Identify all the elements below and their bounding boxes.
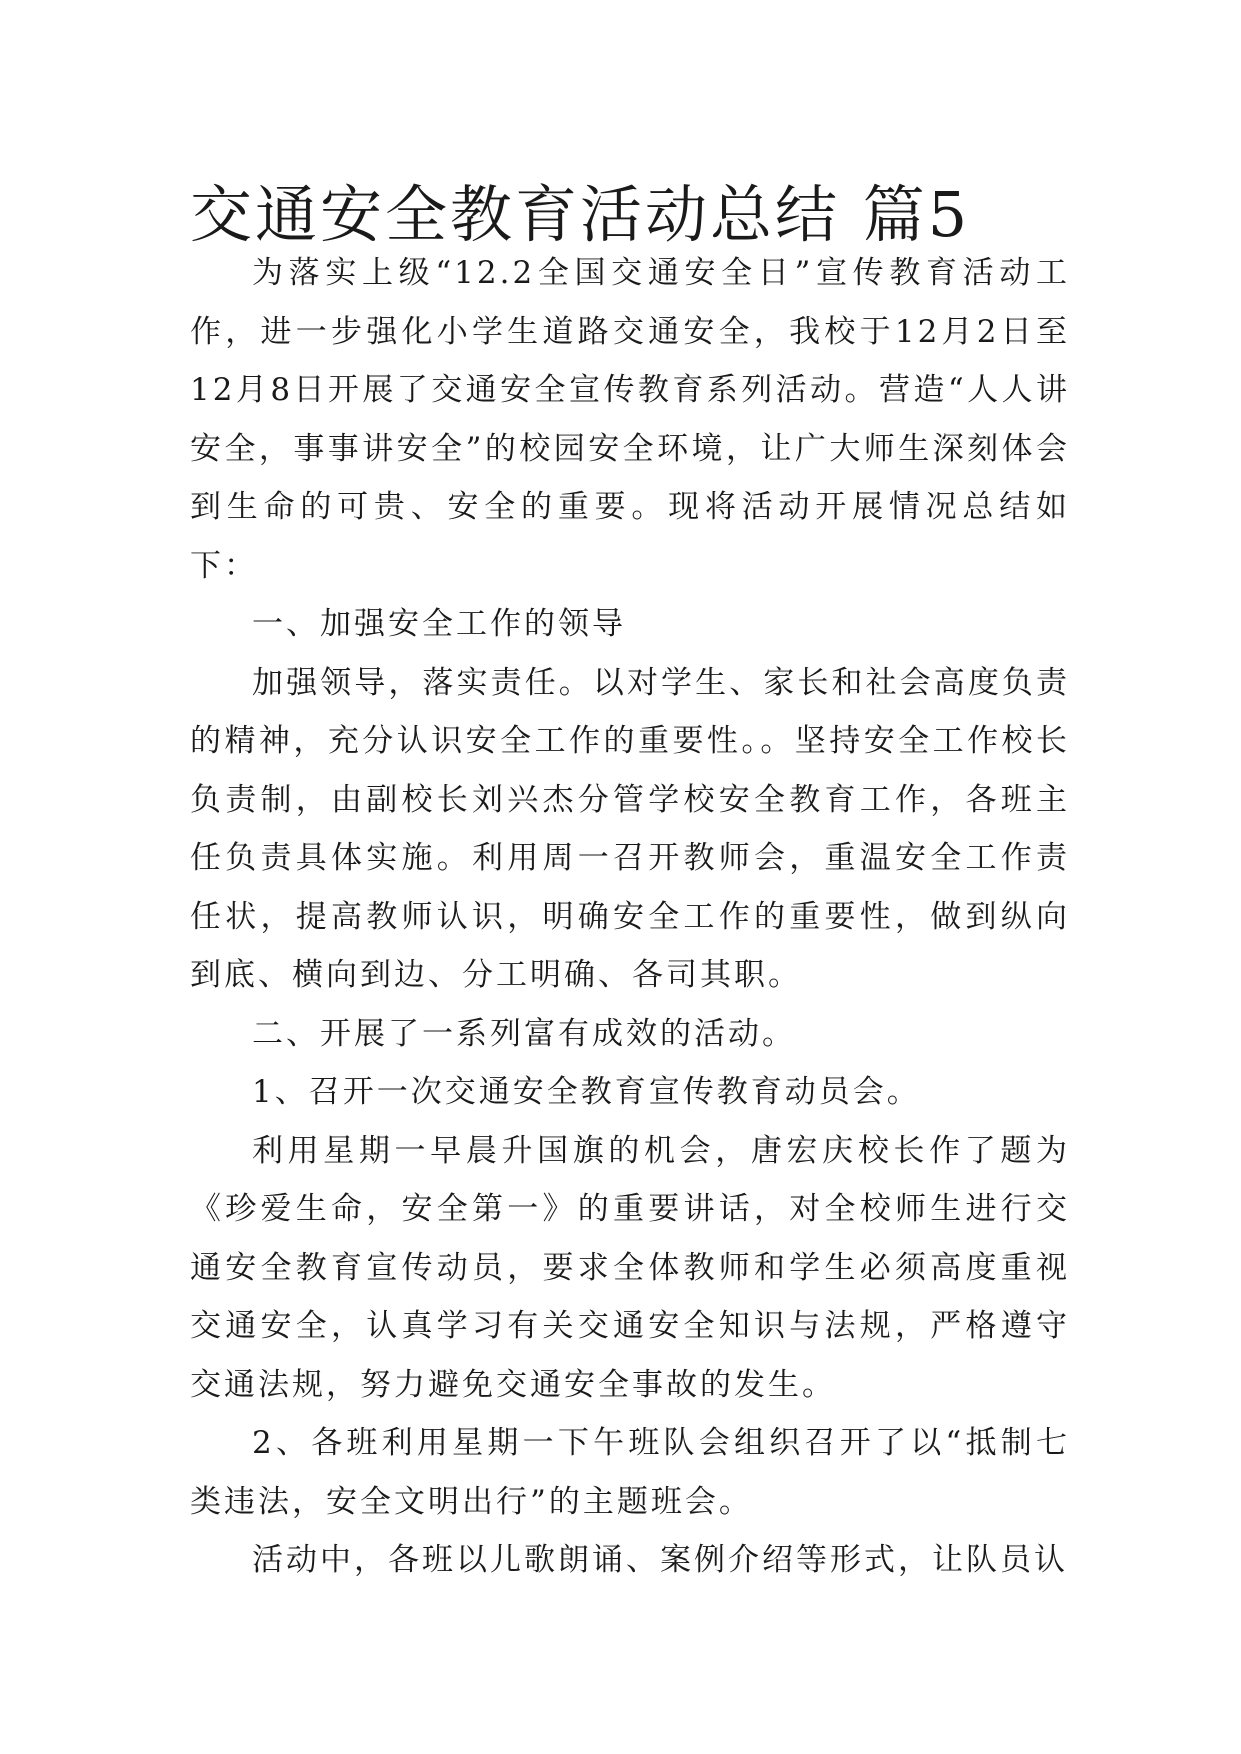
paragraph-activity: 活动中，各班以儿歌朗诵、案例介绍等形式，让队员认 (252, 1542, 1068, 1578)
subheading-item-1: 1、召开一次交通安全教育宣传教育动员会。 (252, 1074, 921, 1110)
paragraph-intro: 为落实上级“12.2全国交通安全日”宣传教育活动工作，进一步强化小学生道路交通安全，我校于12月2日至12月8日开展了交通安全宣传教育系列活动。营造“人人讲安全，事事讲安全”的校园安全环境，让广大师生深刻体会到生命的可贵、安全的重要。现将活动开展情况总结如下： (190, 255, 1070, 584)
paragraph-mobilization: 利用星期一早晨升国旗的机会，唐宏庆校长作了题为《珍爱生命，安全第一》的重要讲话，对全校师生进行交通安全教育宣传动员，要求全体教师和学生必须高度重视交通安全，认真学习有关交通安全知识与法规，严格遵守交通法规，努力避免交通安全事故的发生。 (190, 1132, 1070, 1403)
document-body (190, 178, 1070, 1590)
subheading-item-2: 2、各班利用星期一下午班队会组织召开了以“抵制七类违法，安全文明出行”的主题班会。 (190, 1425, 1070, 1520)
heading-section-2: 二、开展了一系列富有成效的活动。 (252, 1015, 796, 1052)
heading-section-1: 一、加强安全工作的领导 (252, 606, 626, 642)
document-title: 交通安全教育活动总结 篇5 (190, 178, 971, 251)
paragraph-leadership: 加强领导，落实责任。以对学生、家长和社会高度负责的精神，充分认识安全工作的重要性。。坚持安全工作校长负责制，由副校长刘兴杰分管学校安全教育工作，各班主任负责具体实施。利用周一召开教师会，重温安全工作责任状，提高教师认识，明确安全工作的重要性，做到纵向到底、横向到边、分工明确、各司其职。 (190, 664, 1070, 993)
